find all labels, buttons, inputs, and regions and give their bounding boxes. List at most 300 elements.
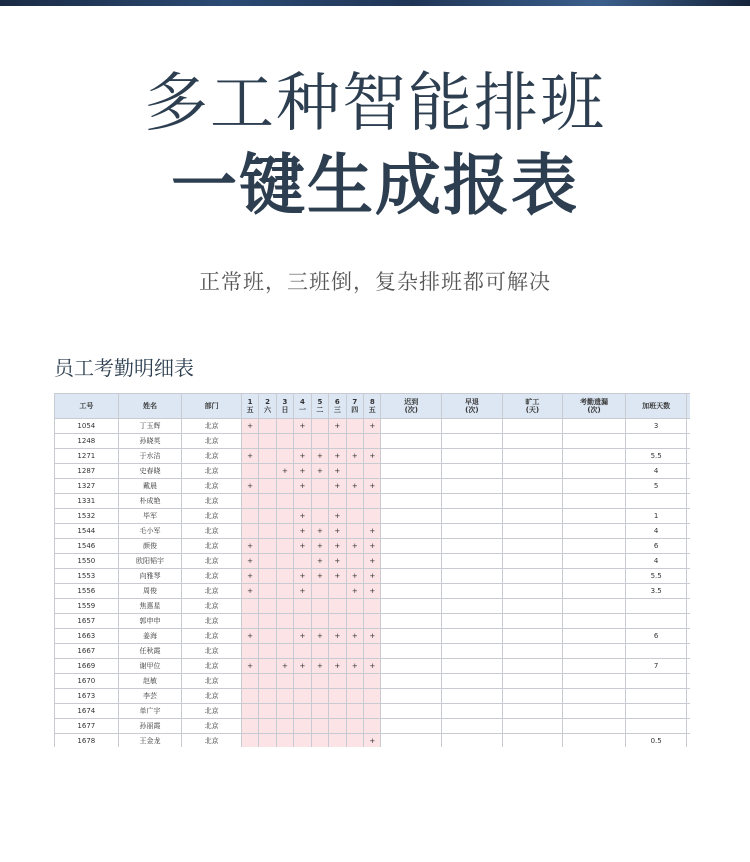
cell-overtime: 3.5 [625,584,687,599]
cell-day-mark: + [241,419,258,434]
cell-extra [687,569,690,584]
cell-day-mark: + [364,629,381,644]
cell-day-mark: + [294,629,311,644]
cell-id: 1331 [55,494,119,509]
cell-missed [563,524,626,539]
cell-absent [502,539,563,554]
header-id: 工号 [55,394,119,419]
cell-id: 1556 [55,584,119,599]
cell-absent [502,479,563,494]
cell-overtime: 6 [625,539,687,554]
cell-late [381,419,442,434]
cell-day-mark [311,674,328,689]
cell-day-mark [241,719,258,734]
cell-day-mark [346,734,363,748]
cell-day-mark: + [329,449,346,464]
cell-day-mark: + [311,524,328,539]
attendance-sheet [54,393,690,747]
cell-absent [502,449,563,464]
table-row [55,584,691,599]
cell-day-mark [346,599,363,614]
cell-day-mark [364,599,381,614]
cell-missed [563,584,626,599]
cell-day-mark: + [241,629,258,644]
cell-day-mark [364,494,381,509]
cell-name: 郭申申 [118,614,182,629]
cell-name: 王金龙 [118,734,182,748]
cell-day-mark: + [364,554,381,569]
cell-early [442,479,503,494]
cell-missed [563,569,626,584]
cell-day-mark [311,434,328,449]
header-day-6: 6 三 [329,394,346,419]
cell-day-mark [276,479,293,494]
cell-extra [687,509,690,524]
cell-day-mark [311,419,328,434]
cell-day-mark [364,464,381,479]
cell-overtime: 4 [625,464,687,479]
cell-id: 1669 [55,659,119,674]
cell-extra [687,479,690,494]
cell-day-mark: + [311,629,328,644]
cell-id: 1559 [55,599,119,614]
cell-day-mark [241,674,258,689]
cell-name: 戴晨 [118,479,182,494]
cell-absent [502,629,563,644]
cell-absent [502,689,563,704]
cell-early [442,494,503,509]
cell-absent [502,674,563,689]
cell-missed [563,419,626,434]
cell-day-mark: + [311,464,328,479]
cell-day-mark [276,719,293,734]
cell-name: 周俊 [118,584,182,599]
cell-absent [502,704,563,719]
cell-day-mark [276,629,293,644]
cell-day-mark: + [241,449,258,464]
cell-dept: 北京 [182,644,242,659]
cell-overtime [625,644,687,659]
cell-day-mark [259,629,276,644]
table-row [55,419,691,434]
cell-dept: 北京 [182,539,242,554]
cell-name: 向雅琴 [118,569,182,584]
cell-early [442,614,503,629]
cell-missed [563,614,626,629]
cell-day-mark: + [294,464,311,479]
cell-early [442,644,503,659]
cell-id: 1532 [55,509,119,524]
cell-early [442,599,503,614]
cell-day-mark [276,689,293,704]
cell-id: 1673 [55,689,119,704]
cell-day-mark [276,599,293,614]
table-row [55,704,691,719]
cell-early [442,419,503,434]
cell-day-mark: + [346,479,363,494]
cell-dept: 北京 [182,659,242,674]
cell-late [381,644,442,659]
cell-day-mark [276,704,293,719]
cell-day-mark [276,614,293,629]
header-late: 迟到 (次) [381,394,442,419]
cell-day-mark [276,569,293,584]
cell-overtime [625,704,687,719]
cell-day-mark [241,644,258,659]
cell-day-mark [294,689,311,704]
cell-dept: 北京 [182,464,242,479]
header-day-4: 4 一 [294,394,311,419]
cell-overtime: 0.5 [625,734,687,748]
header-missed: 考勤遗漏 (次) [563,394,626,419]
cell-day-mark [259,434,276,449]
cell-day-mark [294,494,311,509]
cell-late [381,434,442,449]
attendance-table-title: 员工考勤明细表 [54,356,194,380]
cell-day-mark: + [329,479,346,494]
cell-name: 孙丽霞 [118,719,182,734]
cell-day-mark [346,719,363,734]
cell-day-mark [241,734,258,748]
cell-extra [687,704,690,719]
cell-day-mark [346,614,363,629]
cell-extra [687,464,690,479]
cell-late [381,659,442,674]
cell-missed [563,599,626,614]
cell-name: 赵敏 [118,674,182,689]
cell-day-mark [259,644,276,659]
table-header-row [55,394,691,419]
cell-day-mark [259,554,276,569]
cell-day-mark [329,644,346,659]
cell-absent [502,464,563,479]
cell-late [381,719,442,734]
cell-day-mark [241,524,258,539]
cell-early [442,584,503,599]
cell-id: 1546 [55,539,119,554]
cell-early [442,464,503,479]
cell-late [381,554,442,569]
cell-day-mark [259,539,276,554]
cell-day-mark: + [276,659,293,674]
cell-day-mark: + [364,449,381,464]
header-day-5: 5 二 [311,394,328,419]
cell-late [381,734,442,748]
cell-day-mark [346,464,363,479]
cell-absent [502,419,563,434]
cell-late [381,494,442,509]
cell-day-mark: + [241,659,258,674]
cell-day-mark [276,734,293,748]
header-extra [687,394,690,419]
table-row [55,659,691,674]
table-row [55,599,691,614]
cell-day-mark [311,614,328,629]
cell-dept: 北京 [182,569,242,584]
cell-day-mark: + [364,419,381,434]
cell-day-mark: + [294,524,311,539]
cell-day-mark [346,689,363,704]
cell-day-mark: + [364,479,381,494]
cell-extra [687,554,690,569]
cell-day-mark [259,719,276,734]
table-row [55,524,691,539]
cell-early [442,569,503,584]
cell-dept: 北京 [182,524,242,539]
cell-day-mark [259,494,276,509]
cell-dept: 北京 [182,584,242,599]
table-body [55,419,691,748]
cell-overtime: 6 [625,629,687,644]
cell-day-mark: + [346,629,363,644]
cell-day-mark [294,434,311,449]
cell-day-mark [311,704,328,719]
cell-extra [687,494,690,509]
cell-late [381,479,442,494]
cell-day-mark: + [364,524,381,539]
cell-absent [502,524,563,539]
table-row [55,494,691,509]
cell-late [381,629,442,644]
header-day-3: 3 日 [276,394,293,419]
top-banner-strip [0,0,750,6]
cell-missed [563,674,626,689]
cell-day-mark [311,644,328,659]
cell-day-mark [241,434,258,449]
cell-day-mark [259,449,276,464]
cell-early [442,629,503,644]
cell-extra [687,659,690,674]
cell-missed [563,449,626,464]
cell-day-mark [276,554,293,569]
cell-dept: 北京 [182,719,242,734]
cell-name: 朴成艳 [118,494,182,509]
cell-day-mark [311,494,328,509]
cell-late [381,509,442,524]
cell-early [442,689,503,704]
cell-day-mark [364,509,381,524]
header-overtime: 加班天数 [625,394,687,419]
cell-day-mark [329,674,346,689]
cell-day-mark [241,689,258,704]
header-day-1: 1 五 [241,394,258,419]
cell-day-mark: + [329,629,346,644]
cell-day-mark [329,689,346,704]
table-row [55,734,691,748]
cell-id: 1663 [55,629,119,644]
cell-name: 欧阳韬宇 [118,554,182,569]
cell-day-mark [294,719,311,734]
cell-dept: 北京 [182,434,242,449]
cell-absent [502,599,563,614]
table-row [55,614,691,629]
cell-day-mark: + [294,539,311,554]
table-row [55,644,691,659]
cell-dept: 北京 [182,554,242,569]
cell-id: 1657 [55,614,119,629]
cell-overtime: 5.5 [625,569,687,584]
cell-absent [502,614,563,629]
cell-day-mark [329,494,346,509]
cell-day-mark: + [364,539,381,554]
cell-day-mark [241,704,258,719]
cell-late [381,584,442,599]
cell-overtime: 1 [625,509,687,524]
cell-extra [687,434,690,449]
cell-day-mark: + [329,524,346,539]
cell-day-mark [311,599,328,614]
cell-day-mark [294,704,311,719]
cell-day-mark [276,539,293,554]
cell-day-mark [346,434,363,449]
cell-day-mark: + [294,509,311,524]
cell-early [442,719,503,734]
cell-late [381,464,442,479]
cell-day-mark [259,419,276,434]
cell-extra [687,689,690,704]
cell-day-mark [311,479,328,494]
cell-overtime [625,719,687,734]
attendance-table [54,393,690,747]
hero-title-line2: 一键生成报表 [171,147,579,224]
cell-day-mark: + [329,554,346,569]
cell-day-mark [329,614,346,629]
cell-id: 1678 [55,734,119,748]
cell-day-mark: + [276,464,293,479]
cell-day-mark: + [294,584,311,599]
cell-day-mark: + [346,584,363,599]
cell-day-mark [276,644,293,659]
cell-overtime [625,674,687,689]
cell-early [442,659,503,674]
cell-day-mark [259,464,276,479]
cell-day-mark [259,689,276,704]
cell-dept: 北京 [182,479,242,494]
cell-extra [687,614,690,629]
cell-missed [563,479,626,494]
cell-day-mark [364,644,381,659]
cell-day-mark: + [241,539,258,554]
table-row [55,674,691,689]
cell-absent [502,644,563,659]
header-day-8: 8 五 [364,394,381,419]
cell-missed [563,644,626,659]
cell-day-mark [346,704,363,719]
cell-name: 孙晓英 [118,434,182,449]
cell-dept: 北京 [182,614,242,629]
cell-day-mark [276,524,293,539]
cell-day-mark [346,494,363,509]
cell-late [381,674,442,689]
cell-day-mark [364,674,381,689]
cell-id: 1271 [55,449,119,464]
cell-day-mark [241,494,258,509]
cell-missed [563,494,626,509]
cell-day-mark [311,509,328,524]
cell-dept: 北京 [182,689,242,704]
cell-day-mark [364,704,381,719]
cell-day-mark: + [364,584,381,599]
cell-late [381,449,442,464]
header-day-7: 7 四 [346,394,363,419]
cell-absent [502,734,563,748]
cell-extra [687,524,690,539]
cell-extra [687,629,690,644]
cell-name: 焦惠星 [118,599,182,614]
cell-early [442,434,503,449]
cell-day-mark: + [329,464,346,479]
cell-early [442,704,503,719]
cell-extra [687,644,690,659]
cell-day-mark: + [294,419,311,434]
cell-missed [563,704,626,719]
table-row [55,719,691,734]
cell-dept: 北京 [182,419,242,434]
cell-name: 颜俊 [118,539,182,554]
cell-day-mark [294,599,311,614]
cell-day-mark [276,419,293,434]
cell-day-mark: + [364,734,381,748]
cell-extra [687,449,690,464]
cell-name: 任秋霞 [118,644,182,659]
cell-early [442,524,503,539]
cell-absent [502,584,563,599]
cell-late [381,539,442,554]
cell-overtime: 4 [625,524,687,539]
cell-absent [502,554,563,569]
cell-day-mark: + [346,539,363,554]
cell-missed [563,734,626,748]
cell-day-mark [259,614,276,629]
cell-name: 单广宇 [118,704,182,719]
cell-dept: 北京 [182,494,242,509]
cell-name: 毛小军 [118,524,182,539]
cell-day-mark [276,509,293,524]
cell-name: 毕军 [118,509,182,524]
cell-late [381,524,442,539]
cell-id: 1550 [55,554,119,569]
table-row [55,509,691,524]
cell-dept: 北京 [182,449,242,464]
cell-day-mark [346,674,363,689]
cell-id: 1054 [55,419,119,434]
cell-overtime: 5.5 [625,449,687,464]
cell-late [381,569,442,584]
cell-missed [563,539,626,554]
cell-name: 姜海 [118,629,182,644]
table-row [55,629,691,644]
cell-day-mark [259,704,276,719]
cell-day-mark [259,569,276,584]
cell-id: 1670 [55,674,119,689]
cell-missed [563,464,626,479]
cell-absent [502,569,563,584]
cell-missed [563,434,626,449]
cell-day-mark [241,614,258,629]
cell-day-mark [259,479,276,494]
table-row [55,479,691,494]
cell-name: 丁玉辉 [118,419,182,434]
cell-extra [687,419,690,434]
table-row [55,569,691,584]
cell-id: 1287 [55,464,119,479]
cell-overtime [625,434,687,449]
cell-day-mark [364,434,381,449]
cell-late [381,614,442,629]
cell-day-mark: + [329,539,346,554]
cell-day-mark [259,524,276,539]
cell-day-mark [276,494,293,509]
